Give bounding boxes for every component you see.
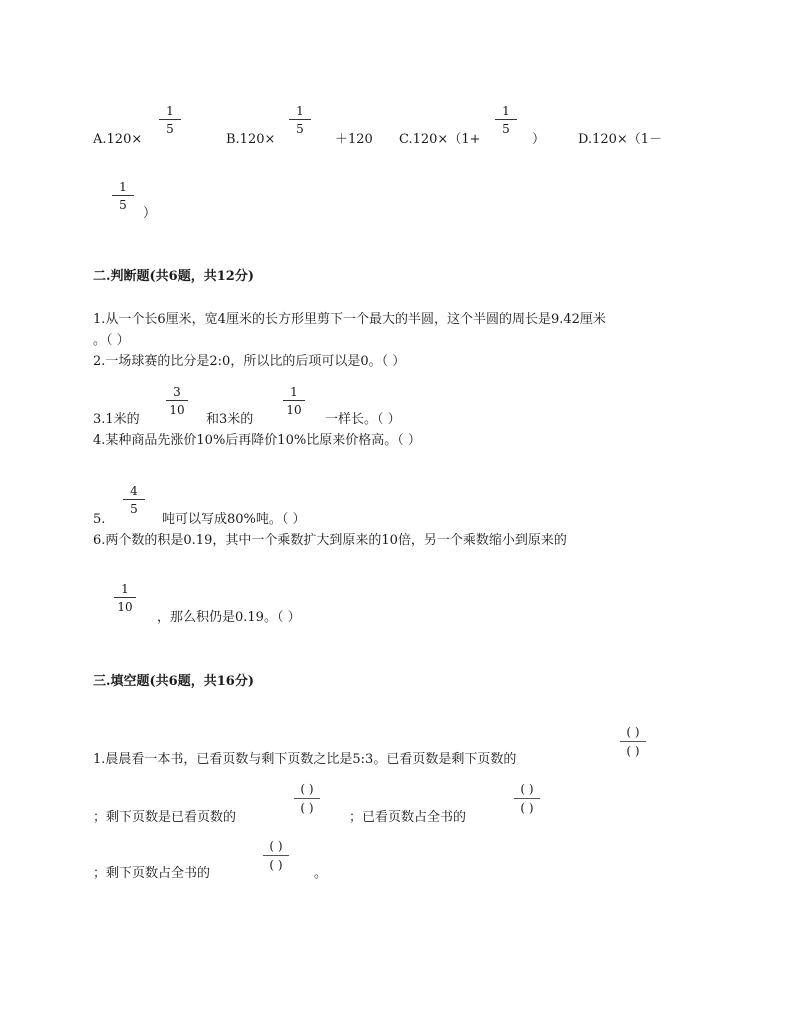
judge-q2: 2.一场球赛的比分是2:0，所以比的后项可以是0。（ ） [93,354,406,369]
fraction-bar [294,798,320,799]
option-c-fraction [495,104,517,136]
judge-q3-mid: 和3米的 [206,412,254,427]
judge-q1-line1: 1.从一个长6厘米，宽4厘米的长方形里剪下一个最大的半圆，这个半圆的周长是9.42厘米 [93,312,606,327]
section-3-heading: 三.填空题(共6题，共16分) [93,674,254,689]
answer-blank-fraction-3[interactable] [510,782,544,815]
answer-blank-fraction-4[interactable] [259,839,293,872]
fraction-denominator: 5 [166,122,174,136]
fraction-bar [112,195,134,196]
fraction-numerator: 1 [502,104,510,118]
blank-denominator: ( ) [300,801,314,815]
blank-numerator: ( ) [626,725,640,739]
judge-q3-prefix: 3.1米的 [93,412,140,427]
fraction-bar [263,855,289,856]
judge-q3-fraction-1 [166,385,188,417]
option-d-close: ） [143,206,157,221]
blank-denominator: ( ) [626,744,640,758]
option-c-close: ） [532,132,546,147]
fraction-denominator: 10 [117,600,133,614]
option-d-fraction [112,180,134,212]
fraction-numerator: 4 [130,484,138,498]
fill-q1-part2: ；剩下页数是已看页数的 [93,810,237,825]
option-b-fraction [289,104,311,136]
judge-q5-prefix: 5. [93,512,106,527]
blank-numerator: ( ) [269,839,283,853]
judge-q6-suffix: ，那么积仍是0.19。（ ） [157,610,301,625]
fraction-bar [495,119,517,120]
fraction-bar [123,499,145,500]
judge-q3-suffix: 一样长。（ ） [325,412,401,427]
blank-numerator: ( ) [520,782,534,796]
blank-denominator: ( ) [520,801,534,815]
fraction-numerator: 1 [121,582,129,596]
judge-q5-suffix: 吨可以写成80%吨。（ ） [162,512,306,527]
option-a-fraction [159,104,181,136]
fraction-bar [620,741,646,742]
blank-numerator: ( ) [300,782,314,796]
judge-q6-line1: 6.两个数的积是0.19，其中一个乘数扩大到原来的10倍，另一个乘数缩小到原来的 [93,533,567,548]
answer-blank-fraction-1[interactable] [616,725,650,758]
fraction-numerator: 1 [290,385,298,399]
fill-q1-line1: 1.晨晨看一本书，已看页数与剩下页数之比是5:3。已看页数是剩下页数的 [93,752,517,767]
option-b-label: B.120× [226,132,276,147]
judge-q4: 4.某种商品先涨价10%后再降价10%比原来价格高。（ ） [93,433,421,448]
option-b-suffix: ＋120 [335,132,373,147]
fraction-denominator: 5 [130,502,138,516]
fill-q1-part3: ；已看页数占全书的 [349,810,467,825]
fill-q1-end: 。 [314,866,328,881]
fraction-denominator: 5 [502,122,510,136]
fraction-denominator: 10 [286,403,302,417]
fraction-bar [283,400,305,401]
fraction-denominator: 5 [119,198,127,212]
fraction-numerator: 1 [119,180,127,194]
fraction-numerator: 1 [166,104,174,118]
fraction-denominator: 10 [169,403,185,417]
fraction-bar [289,119,311,120]
option-c-label: C.120×（1+ [399,132,481,147]
judge-q3-fraction-2 [283,385,305,417]
fraction-bar [514,798,540,799]
fraction-numerator: 1 [296,104,304,118]
fraction-bar [159,119,181,120]
fill-q1-part4: ；剩下页数占全书的 [93,866,211,881]
judge-q5-fraction [123,484,145,516]
fraction-denominator: 5 [296,122,304,136]
fraction-bar [114,597,136,598]
fraction-numerator: 3 [173,385,181,399]
judge-q1-line2: 。（ ） [93,333,130,348]
judge-q6-fraction [114,582,136,614]
section-2-heading: 二.判断题(共6题，共12分) [93,269,254,284]
fraction-bar [166,400,188,401]
option-a-label: A.120× [93,132,143,147]
option-d-label: D.120×（1－ [578,132,663,147]
blank-denominator: ( ) [269,858,283,872]
answer-blank-fraction-2[interactable] [290,782,324,815]
